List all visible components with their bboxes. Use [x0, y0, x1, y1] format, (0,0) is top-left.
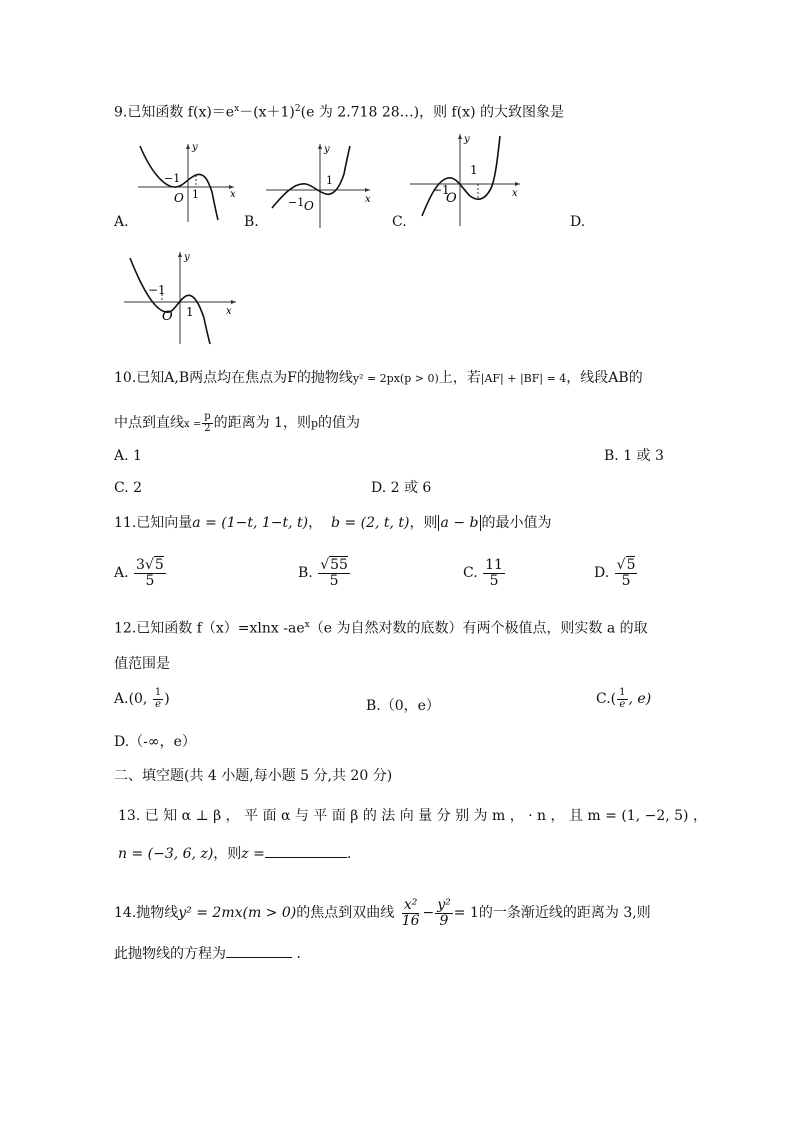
q9-opt-c[interactable]: C. [392, 214, 407, 230]
graph-a-neg1: −1 [164, 172, 181, 185]
q9-opt-d[interactable]: D. [570, 214, 586, 230]
q14-line2: 此抛物线的方程为 . [114, 946, 301, 962]
q10-opt-a[interactable]: A. 1 [114, 448, 142, 464]
graph-b [262, 140, 374, 230]
q11-opt-a[interactable]: A. $\frac{3√5}{5}$ [114, 557, 164, 589]
graph-d-y-label: y [184, 252, 190, 263]
graph-d [122, 248, 240, 346]
q12-line2: 值范围是 [114, 656, 170, 672]
graph-b-y-label: y [324, 144, 330, 155]
q10-opt-b[interactable]: B. 1 或 3 [604, 448, 664, 464]
graph-c-neg1: −1 [432, 183, 450, 197]
q14-line1: 14.抛物线y² = 2mx(m > 0)的焦点到双曲线 $\frac{\text{x²}}{16}$ − $\frac{\text{y²}}{9}$ = 1的一条渐近线的距离为 3,则 [114, 897, 651, 929]
graph-a [134, 140, 240, 224]
graph-a-x-label: x [230, 189, 236, 200]
graph-b-one: 1 [326, 174, 333, 187]
q10-opt-d[interactable]: D. 2 或 6 [371, 480, 432, 496]
q12-opt-b[interactable]: B.（0，e） [366, 698, 440, 714]
q11-opt-d[interactable]: D. $\frac{√5}{5}$ [594, 557, 636, 589]
graph-c-one: 1 [470, 163, 478, 177]
graph-b-neg1: −1 [288, 196, 305, 209]
q10-opt-c[interactable]: C. 2 [114, 480, 143, 496]
graph-d-origin: O [162, 309, 173, 324]
q11-opt-b[interactable]: B. $\frac{√55}{5}$ [298, 557, 348, 589]
q12-opt-d[interactable]: D.（-∞，e） [114, 734, 196, 750]
graph-c-x-label: x [512, 188, 518, 199]
graph-c-origin: O [446, 191, 457, 206]
q12-line1: 12.已知函数 f（x）=xlnx $-ae^x(e$ 为自然对数的底数）有两个极值点，则实数 a 的取 [114, 620, 648, 637]
q9-opt-b[interactable]: B. [244, 214, 259, 230]
graph-d-neg1: −1 [148, 283, 166, 297]
q9-opt-a[interactable]: A. [114, 214, 129, 230]
q11-opt-c[interactable]: C. $\frac{11}{5}$ [463, 557, 503, 589]
q10-line1: 10.已知A,B两点均在焦点为F的抛物线y² = 2px(p > 0)上，若|AF| + |BF| = 4，线段AB的 [114, 370, 643, 386]
q9-stem: 9.已知函数 $f(x)=e^x-(x+1)^2(e$ 为 2.718 28…)，则 f(x) 的大致图象是 [114, 104, 564, 121]
q14-answer-blank[interactable] [226, 957, 292, 958]
graph-a-one: 1 [192, 188, 199, 201]
section-heading: 二、填空题(共 4 小题,每小题 5 分,共 20 分) [114, 768, 393, 784]
q12-opt-a[interactable]: A.(0, $\frac{1}{e}$ ) [114, 687, 170, 710]
graph-b-origin: O [304, 199, 314, 213]
graph-d-one: 1 [186, 305, 194, 319]
q12-opt-c[interactable]: C.( $\frac{1}{e}$ , e) [596, 687, 652, 710]
graph-b-x-label: x [365, 194, 371, 205]
q13-answer-blank[interactable] [265, 857, 347, 858]
q11-stem: 11.已知向量a = (1−t, 1−t, t)， b = (2, t, t)，则 a − b 的最小值为 [114, 515, 552, 531]
q13-line1: 13. 已 知 α ⊥ β ， 平 面 α 与 平 面 β 的 法 向 量 分 别 为 m ， · n ， 且 m = (1, −2, 5) ， [118, 808, 707, 824]
q10-line2: 中点到直线x = $\frac{p}{2}$ 的距离为 1，则p的值为 [114, 411, 361, 434]
graph-c [406, 130, 524, 228]
graph-a-origin: O [174, 191, 184, 205]
graph-d-x-label: x [226, 306, 232, 317]
graph-a-y-label: y [192, 142, 198, 153]
graph-c-y-label: y [464, 134, 470, 145]
q13-line2: n = (−3, 6, z)，则z = . [118, 846, 352, 862]
